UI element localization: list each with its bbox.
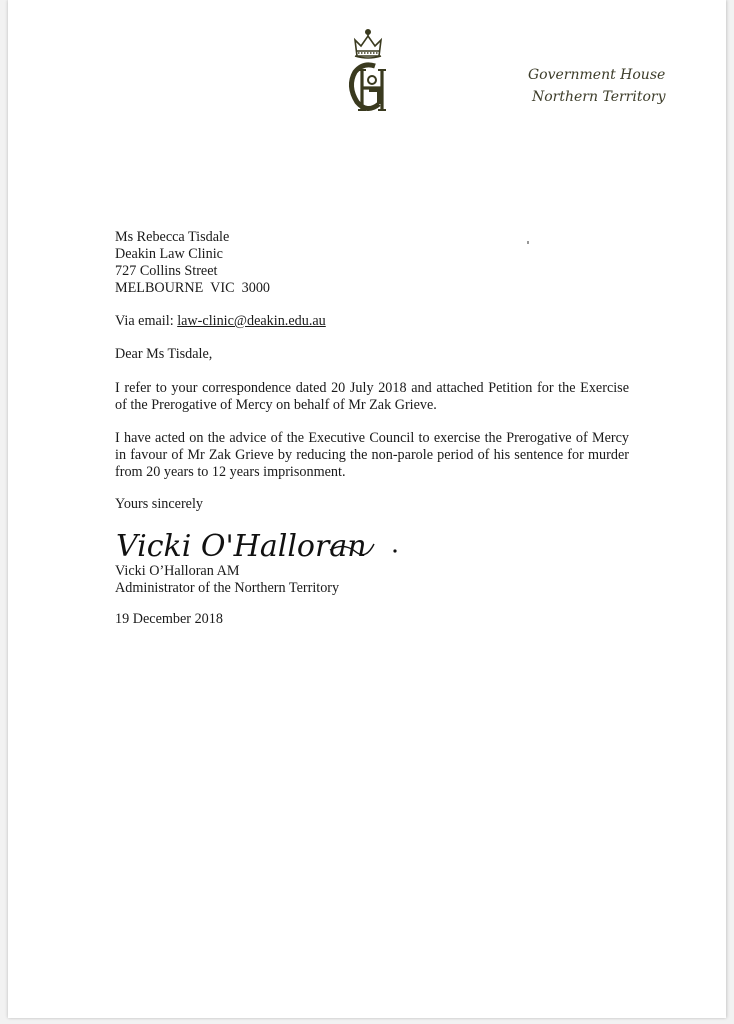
recipient-name: Ms Rebecca Tisdale xyxy=(115,229,230,245)
paragraph-1: I refer to your correspondence dated 20 July 2018 and attached Petition for the Exercise of the Prerogative of Mercy on behalf of Mr Zak Grieve. xyxy=(115,380,629,413)
letter-body xyxy=(115,229,629,513)
letterhead-line1: Government House xyxy=(528,67,666,83)
email-link[interactable]: law-clinic@deakin.edu.au xyxy=(177,313,326,329)
letterhead-address xyxy=(528,64,678,108)
signatory-title: Administrator of the Northern Territory xyxy=(115,580,340,596)
closing: Yours sincerely xyxy=(115,496,204,512)
via-email-prefix: Via email: xyxy=(115,313,178,329)
letter-date: 19 December 2018 xyxy=(115,611,223,627)
letterhead-line2: Northern Territory xyxy=(532,89,666,105)
svg-text:Vicki O'Halloran: Vicki O'Halloran xyxy=(116,529,367,564)
recipient-organisation: Deakin Law Clinic xyxy=(115,246,223,262)
recipient-street: 727 Collins Street xyxy=(115,263,218,279)
recipient-city: MELBOURNE VIC 3000 xyxy=(115,280,271,296)
signatory-name: Vicki O’Halloran AM xyxy=(115,563,240,579)
via-email-line xyxy=(115,313,629,330)
crown-monogram-crest-icon xyxy=(335,26,401,118)
paragraph-2: I have acted on the advice of the Executive Council to exercise the Prerogative of Mercy in favour of Mr Zak Grieve by reducing the non-parole period of his sentence for murder from 20 years to 12 years imprisonment. xyxy=(115,430,629,480)
salutation: Dear Ms Tisdale, xyxy=(115,346,213,362)
recipient-address xyxy=(115,229,629,297)
